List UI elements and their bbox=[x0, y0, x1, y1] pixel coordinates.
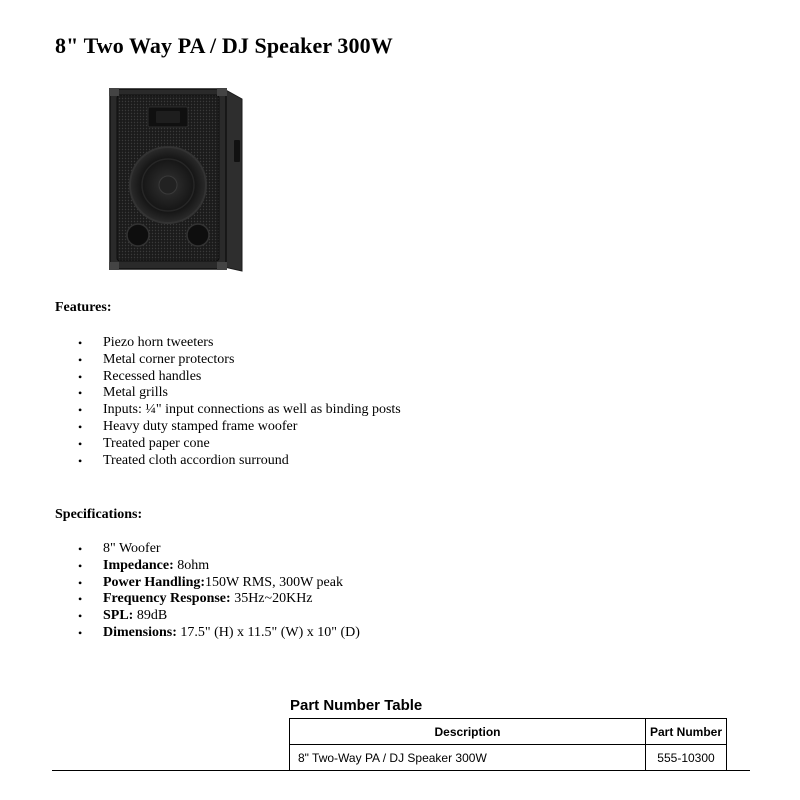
bullet-icon: • bbox=[78, 352, 83, 367]
column-header-part-number: Part Number bbox=[646, 719, 727, 745]
list-item: • Treated paper cone bbox=[78, 435, 210, 451]
bullet-icon: • bbox=[78, 453, 83, 468]
spec-label: Frequency Response: bbox=[103, 591, 231, 607]
part-number-table-title: Part Number Table bbox=[290, 697, 423, 714]
speaker-cabinet-photo bbox=[106, 85, 246, 275]
features-list bbox=[75, 335, 401, 469]
list-item: • Metal grills bbox=[78, 385, 168, 401]
spec-label: Power Handling: bbox=[103, 574, 206, 590]
spec-value: 8" Woofer bbox=[103, 541, 161, 556]
spec-value: 35Hz~20KHz bbox=[230, 591, 313, 607]
bullet-icon: • bbox=[78, 542, 83, 556]
bullet-icon: • bbox=[78, 436, 83, 451]
spec-value: 17.5" (H) x 11.5" (W) x 10" (D) bbox=[176, 624, 360, 640]
list-item: • Treated cloth accordion surround bbox=[78, 452, 289, 468]
list-item bbox=[75, 591, 360, 608]
table-row bbox=[290, 745, 727, 771]
table-header-row bbox=[290, 719, 727, 745]
page-title: 8" Two Way PA / DJ Speaker 300W bbox=[55, 33, 393, 58]
table-cell-part-number: 555-10300 bbox=[646, 745, 727, 771]
table-cell-description: 8" Two-Way PA / DJ Speaker 300W bbox=[290, 745, 646, 771]
features-heading: Features: bbox=[55, 300, 112, 315]
spec-value: 89dB bbox=[133, 608, 168, 624]
specifications-list bbox=[75, 541, 360, 642]
column-header-description: Description bbox=[290, 719, 646, 745]
spec-label: SPL: bbox=[103, 608, 134, 624]
spec-label: Impedance: bbox=[103, 557, 174, 573]
list-item bbox=[75, 625, 360, 642]
bullet-icon: • bbox=[78, 575, 83, 590]
bullet-icon: • bbox=[78, 625, 83, 640]
bullet-icon: • bbox=[78, 592, 83, 607]
list-item bbox=[75, 541, 360, 558]
bullet-icon: • bbox=[78, 558, 83, 573]
list-item bbox=[75, 575, 360, 592]
list-item: • Heavy duty stamped frame woofer bbox=[78, 418, 298, 434]
bullet-icon: • bbox=[78, 386, 83, 401]
spec-label: Dimensions: bbox=[103, 624, 177, 640]
list-item: • Inputs: ¼" input connections as well as binding posts bbox=[78, 402, 401, 418]
bullet-icon: • bbox=[78, 609, 83, 624]
specifications-heading: Specifications: bbox=[55, 507, 143, 522]
bullet-icon: • bbox=[78, 419, 83, 434]
spec-value: 150W RMS, 300W peak bbox=[205, 574, 343, 590]
list-item: • Metal corner protectors bbox=[78, 351, 235, 367]
bullet-icon: • bbox=[78, 336, 83, 350]
part-number-table bbox=[289, 718, 727, 771]
bullet-icon: • bbox=[78, 369, 83, 384]
bullet-icon: • bbox=[78, 403, 83, 418]
list-item bbox=[75, 558, 360, 575]
list-item: • Piezo horn tweeters bbox=[78, 335, 214, 350]
spec-value: 8ohm bbox=[173, 557, 210, 573]
list-item bbox=[75, 608, 360, 625]
list-item: • Recessed handles bbox=[78, 368, 202, 384]
bottom-divider bbox=[52, 770, 750, 771]
